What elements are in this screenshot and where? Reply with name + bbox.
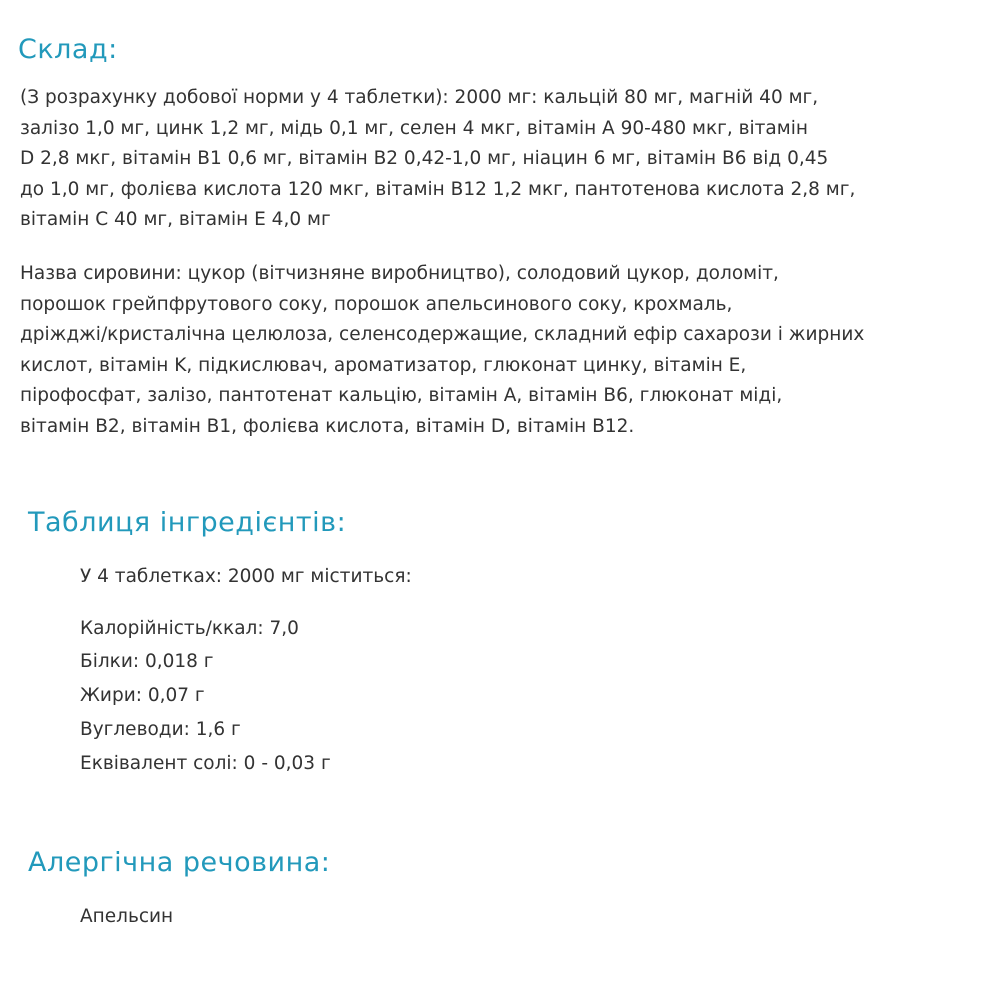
nutrition-row-carbohydrates: Вуглеводи: 1,6 г xyxy=(80,719,241,740)
ingredients-table-heading: Таблиця інгредієнтів: xyxy=(28,507,347,538)
composition-heading: Склад: xyxy=(18,34,118,65)
raw-materials-paragraph xyxy=(20,259,864,442)
composition-dosage-paragraph xyxy=(20,83,855,236)
raw-materials-line: пірофосфат, залізо, пантотенат кальцію, вітамін A, вітамін B6, глюконат міді, xyxy=(20,385,783,406)
composition-dosage-line: до 1,0 мг, фолієва кислота 120 мкг, вітамін B12 1,2 мкг, пантотенова кислота 2,8 мг, xyxy=(20,178,856,200)
composition-dosage-line: D 2,8 мкг, вітамін B1 0,6 мг, вітамін B2 0,42-1,0 мг, ніацин 6 мг, вітамін B6 від 0,45 xyxy=(20,148,829,169)
allergen-heading: Алергічна речовина: xyxy=(28,847,331,878)
ingredients-intro: У 4 таблетках: 2000 мг міститься: xyxy=(80,566,412,587)
raw-materials-line: вітамін B2, вітамін B1, фолієва кислота, вітамін D, вітамін B12. xyxy=(20,415,635,437)
composition-dosage-line: залізо 1,0 мг, цинк 1,2 мг, мідь 0,1 мг, селен 4 мкг, вітамін A 90-480 мкг, вітамін xyxy=(20,117,808,139)
raw-materials-line: порошок грейпфрутового соку, порошок апельсинового соку, крохмаль, xyxy=(20,293,733,315)
nutrition-row-salt: Еквівалент солі: 0 - 0,03 г xyxy=(80,753,331,774)
nutrition-row-protein: Білки: 0,018 г xyxy=(80,651,214,672)
nutrition-row-calories: Калорійність/ккал: 7,0 xyxy=(80,618,299,639)
raw-materials-line: Назва сировини: цукор (вітчизняне виробництво), солодовий цукор, доломіт, xyxy=(20,263,779,284)
nutrition-row-fat: Жири: 0,07 г xyxy=(80,685,205,706)
composition-dosage-line: (З розрахунку добової норми у 4 таблетки): 2000 мг: кальцій 80 мг, магній 40 мг, xyxy=(20,87,819,108)
raw-materials-line: дріжджі/кристалічна целюлоза, селенсодержащие, складний ефір сахарози і жирних xyxy=(20,324,865,345)
raw-materials-line: кислот, вітамін K, підкислювач, ароматизатор, глюконат цинку, вітамін E, xyxy=(20,354,747,376)
allergen-value: Апельсин xyxy=(80,906,174,927)
composition-dosage-line: вітамін C 40 мг, вітамін E 4,0 мг xyxy=(20,209,331,230)
